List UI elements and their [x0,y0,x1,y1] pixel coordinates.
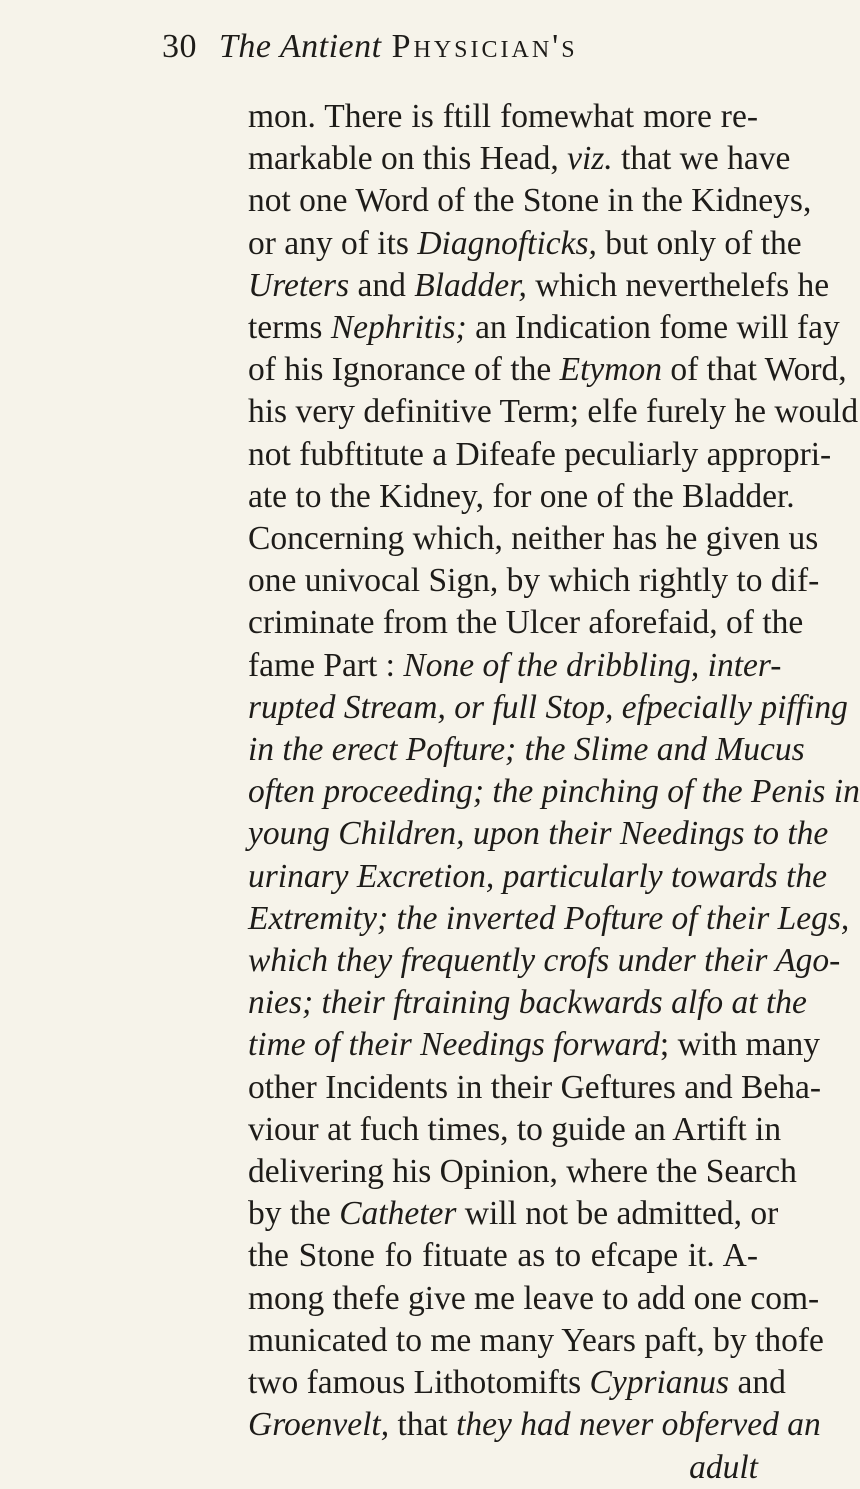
text-line [248,1404,821,1446]
roman-run: of his Ignorance of the [248,351,560,389]
roman-run: fame Part : [248,646,404,684]
roman-run: not one Word of the Stone in the Kidneys, [248,182,812,220]
text-line [248,223,802,265]
text-line [248,138,791,180]
text-line [248,1235,758,1277]
italic-run: time of their Needings forward [248,1026,660,1064]
text-line [248,729,805,771]
text-line [248,982,807,1024]
roman-run: of that Word, [661,351,847,389]
roman-run: Concerning which, neither has he given us [248,520,819,558]
roman-run: which neverthelefs he [526,266,830,304]
italic-run: Catheter [339,1195,457,1233]
page-number: 30 [162,28,197,65]
italic-run: often proceeding; the pinching of the Penis in [248,773,860,811]
roman-run: his very definitive Term; elfe furely he would [248,393,859,431]
roman-run: terms [248,309,331,347]
text-line [248,518,819,560]
text-line [248,476,795,518]
text-line [248,560,820,602]
text-line [248,265,830,307]
running-title-italic: The Antient [219,28,382,65]
roman-run: ate to the Kidney, for one of the Bladder. [248,477,795,515]
text-line [248,1278,820,1320]
italic-run: viz. [567,140,613,178]
running-title-caps: Physician's [391,28,578,65]
roman-run: by the [248,1195,340,1233]
roman-run: two famous Lithotomifts [248,1364,590,1402]
roman-run: and [349,266,415,304]
roman-run: markable on this Head, [248,140,568,178]
text-line [248,813,829,855]
roman-run: will not be admitted, or [456,1195,779,1233]
italic-run: nies; their ftraining backwards alfo at the [248,984,807,1022]
roman-run: one univocal Sign, by which rightly to dif- [248,562,820,600]
text-line [248,602,804,644]
italic-run: Cyprianus [589,1364,730,1402]
text-line [248,391,859,433]
roman-run: viour at fuch times, to guide an Artift in [248,1110,782,1148]
text-line [248,1320,824,1362]
italic-run: which they frequently crofs under their Ago- [248,942,841,980]
text-line [248,349,847,391]
text-line [248,687,848,729]
roman-run: criminate from the Ulcer aforefaid, of the [248,604,804,642]
text-line [248,434,832,476]
text-line [248,771,860,813]
text-line [248,1151,797,1193]
text-line [248,1193,779,1235]
text-line [248,96,758,138]
roman-run: but only of the [596,224,802,262]
text-line [248,1447,758,1489]
text-line [248,1109,782,1151]
roman-run: an Indication fome will fay [466,309,840,347]
italic-run: in the erect Pofture; the Slime and Mucus [248,731,805,769]
text-line [248,898,850,940]
running-head [162,28,578,66]
italic-run: urinary Excretion, particularly towards the [248,857,828,895]
text-line [248,645,782,687]
roman-run: the Stone fo fituate as to efcape it. A- [248,1237,758,1275]
text-line [248,1067,822,1109]
roman-run: mong thefe give me leave to add one com- [248,1279,820,1317]
italic-run: Diagnofticks, [417,224,597,262]
italic-run: Groenvelt, [248,1406,390,1444]
roman-run: that [389,1406,457,1444]
roman-run: delivering his Opinion, where the Search [248,1153,797,1191]
roman-run: ; with many [659,1026,820,1064]
roman-run: municated to me many Years paft, by thofe [248,1321,824,1359]
text-line [248,856,828,898]
roman-run: that we have [612,140,791,178]
italic-run: rupted Stream, or full Stop, efpecially piffing [248,688,848,726]
roman-run: mon. There is ftill fomewhat more re- [248,98,758,135]
text-line [248,1362,786,1404]
body-text [248,96,860,1489]
roman-run: and [729,1364,786,1402]
text-line [248,180,812,222]
text-line [248,307,840,349]
italic-run: None of the dribbling, inter- [403,646,782,684]
italic-run: Etymon [559,351,662,389]
italic-run: young Children, upon their Needings to the [248,815,829,853]
italic-run: they had never obferved an [456,1406,821,1444]
italic-run: Bladder, [414,266,527,304]
italic-run: Nephritis; [330,309,467,347]
text-line [248,1024,820,1066]
text-line [248,940,841,982]
roman-run: other Incidents in their Geftures and Beha- [248,1068,822,1106]
italic-run: Ureters [248,266,350,304]
italic-run: adult [689,1448,758,1486]
italic-run: Extremity; the inverted Pofture of their Legs, [248,899,850,937]
roman-run: or any of its [248,224,418,262]
roman-run: not fubftitute a Difeafe peculiarly appropri- [248,435,832,473]
